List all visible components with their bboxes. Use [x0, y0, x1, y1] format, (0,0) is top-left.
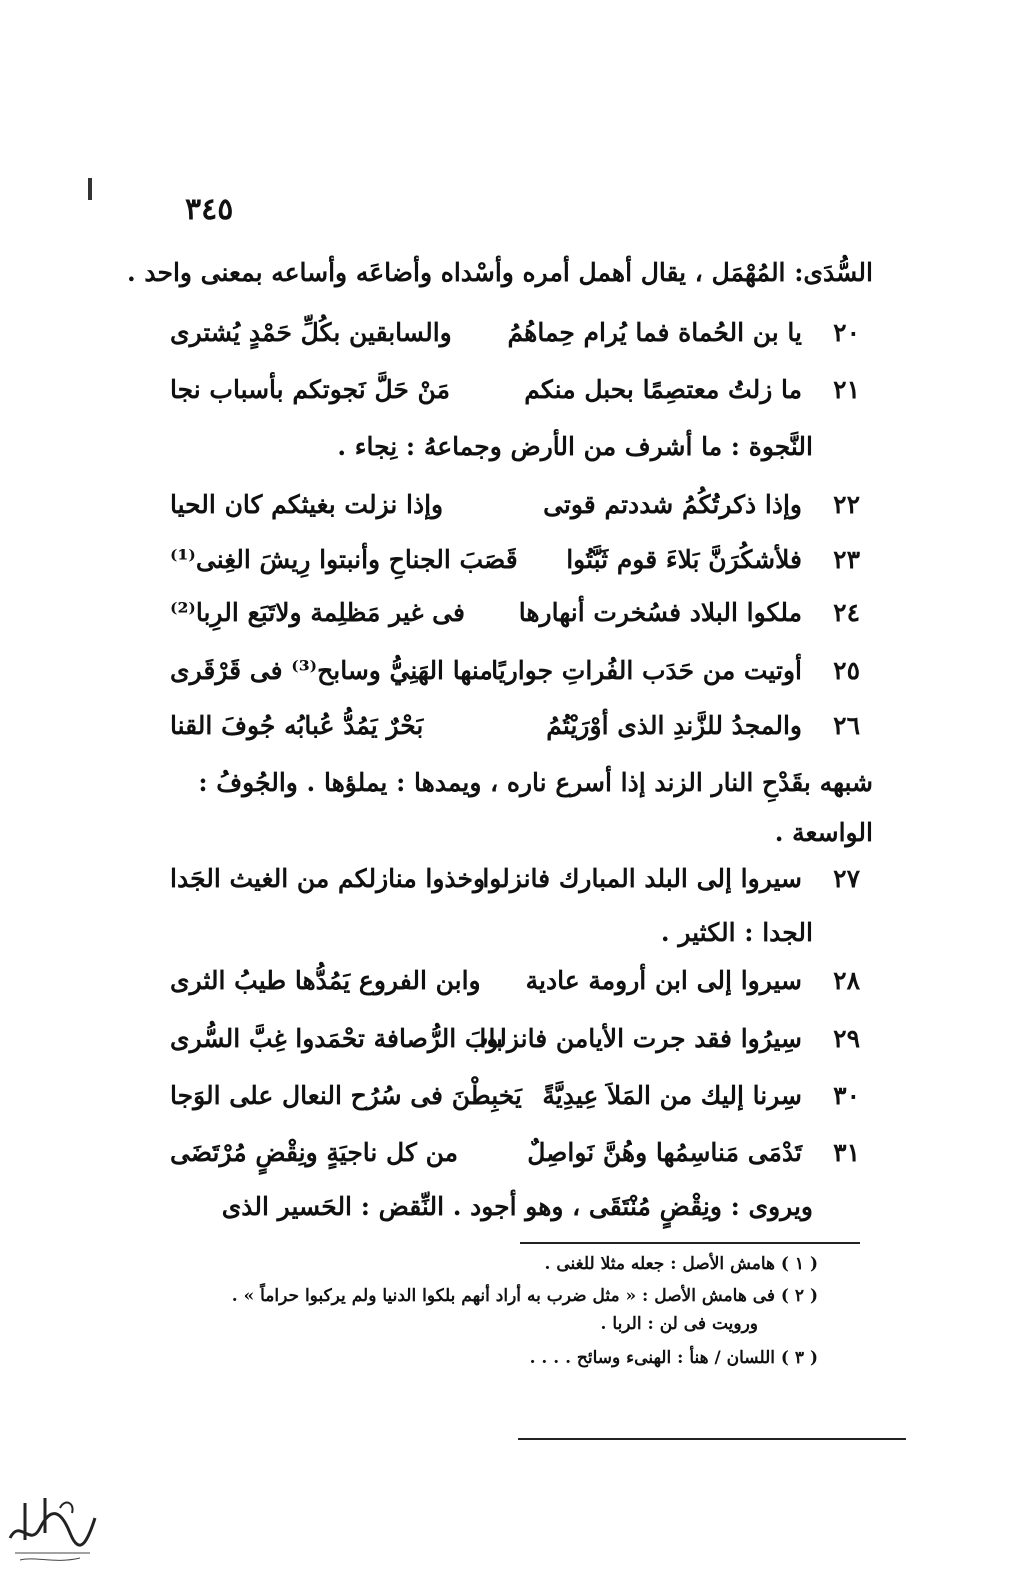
second-hemistich: مَنْ حَلَّ نَجوتكم بأسباب نجا — [170, 375, 450, 404]
first-hemistich: سيروا إلى البلد المبارك فانزلوا — [482, 864, 802, 893]
gloss-line: الواسعة . — [774, 818, 873, 847]
verse-number: ٢٦ — [833, 711, 860, 740]
first-hemistich: ما زلتُ معتصِمًا بحبل منكم — [524, 375, 802, 404]
verse-number: ٢٨ — [833, 966, 860, 995]
verse-number: ٣٠ — [833, 1081, 860, 1110]
footnote-divider — [520, 1242, 860, 1244]
second-hemistich: وإذا نزلت بغيثكم كان الحيا — [170, 490, 444, 519]
second-hemistich: منها الهَنِيُّ وسابح⁽³⁾ فى قَرْقَرى — [170, 656, 493, 685]
verse-number: ٢٥ — [833, 656, 860, 685]
second-hemistich: وخذوا منازلكم من الغيث الجَدا — [170, 864, 486, 893]
gloss-line: النَّجوة : ما أشرف من الأرض وجماعهُ : نِجاء . — [337, 432, 813, 461]
verse-line — [170, 966, 860, 1010]
verse-line — [170, 545, 860, 589]
verse-number: ٢٣ — [833, 545, 860, 574]
first-hemistich: فلأشكُرَنَّ بَلاءَ قوم ثَبَّتُوا — [566, 545, 802, 574]
calligraphy-logo-icon — [0, 1478, 100, 1568]
page-bottom-rule — [518, 1438, 906, 1440]
first-hemistich: سِرنا إليك من المَلاَ عِيدِيَّةً — [542, 1081, 802, 1110]
verse-line — [170, 864, 860, 908]
footnote-continuation: ورويت فى لن : الربا . — [600, 1314, 758, 1334]
first-hemistich: يا بن الحُماة فما يُرام حِماهُمُ — [507, 318, 802, 347]
footnote: ( ٢ ) فى هامش الأصل : « مثل ضرب به أراد أنهم بلكوا الدنيا ولم يركبوا حراماً » . — [231, 1286, 818, 1306]
verse-number: ٢٧ — [833, 864, 860, 893]
verse-number: ٢٩ — [833, 1024, 860, 1053]
footnote: ( ١ ) هامش الأصل : جعله مثلا للغنى . — [544, 1254, 818, 1274]
gloss-line: السُّدَى: المُهْمَل ، يقال أهمل أمره وأسْداه وأضاعَه وأساعه بمعنى واحد . — [126, 258, 873, 287]
verse-line — [170, 656, 860, 700]
verse-number: ٢٤ — [833, 598, 860, 627]
verse-number: ٢٠ — [833, 318, 860, 347]
first-hemistich: أوتيت من حَدَب الفُراتِ جواريًا — [491, 656, 802, 685]
verse-line — [170, 598, 860, 642]
verse-line — [170, 1081, 860, 1125]
gloss-line: الجدا : الكثير . — [660, 918, 813, 947]
verse-number: ٢١ — [833, 375, 860, 404]
second-hemistich: من كل ناجيَةٍ ونِقْضٍ مُرْتَضَى — [170, 1138, 459, 1167]
gloss-line: شبهه بقَدْحِ النار الزند إذا أسرع ناره ، ويمدها : يملؤها . والجُوفُ : — [198, 768, 873, 797]
second-hemistich: وابن الفروع يَمُدُّها طيبُ الثرى — [170, 966, 481, 995]
verse-line — [170, 375, 860, 419]
page-number: ٣٤٥ — [185, 192, 234, 227]
footnote: ( ٣ ) اللسان / هنأ : الهنىء وسائح . . . . — [529, 1348, 818, 1368]
first-hemistich: ملكوا البلاد فسُخرت أنهارها — [518, 598, 802, 627]
second-hemistich: قَصَبَ الجناحِ وأنبتوا رِيشَ الغِنى⁽¹⁾ — [170, 545, 518, 574]
first-hemistich: سيروا إلى ابن أرومة عادية — [525, 966, 802, 995]
verse-line — [170, 1024, 860, 1068]
verse-line — [170, 490, 860, 534]
second-hemistich: فى غير مَظلِمة ولاتَبَع الرِبا⁽²⁾ — [170, 598, 465, 627]
first-hemistich: وإذا ذكرتُكُمُ شددتم قوتى — [543, 490, 802, 519]
first-hemistich: والمجدُ للزَّندِ الذى أوْرَيْتُمُ — [546, 711, 802, 740]
verse-number: ٢٢ — [833, 490, 860, 519]
second-hemistich: بَحْرٌ يَمُدُّ عُبابُه جُوفَ القنا — [170, 711, 424, 740]
gloss-line: ويروى : ونِقْضٍ مُنْتَقَى ، وهو أجود . النِّقض : الحَسير الذى — [221, 1192, 813, 1221]
margin-tick — [88, 178, 92, 200]
first-hemistich: سِيرُوا فقد جرت الأيامن فانزلوا — [479, 1024, 802, 1053]
verse-line — [170, 711, 860, 755]
verse-line — [170, 318, 860, 362]
first-hemistich: تَدْمَى مَناسِمُها وهُنَّ نَواصِلٌ — [527, 1138, 802, 1167]
verse-number: ٣١ — [833, 1138, 860, 1167]
second-hemistich: بابَ الرُّصافة تحْمَدوا غِبَّ السُّرى — [170, 1024, 504, 1053]
second-hemistich: يَخبِطْنَ فى سُرُح النعال على الوَجا — [170, 1081, 522, 1110]
verse-line — [170, 1138, 860, 1182]
second-hemistich: والسابقين بكُلِّ حَمْدٍ يُشترى — [170, 318, 452, 347]
